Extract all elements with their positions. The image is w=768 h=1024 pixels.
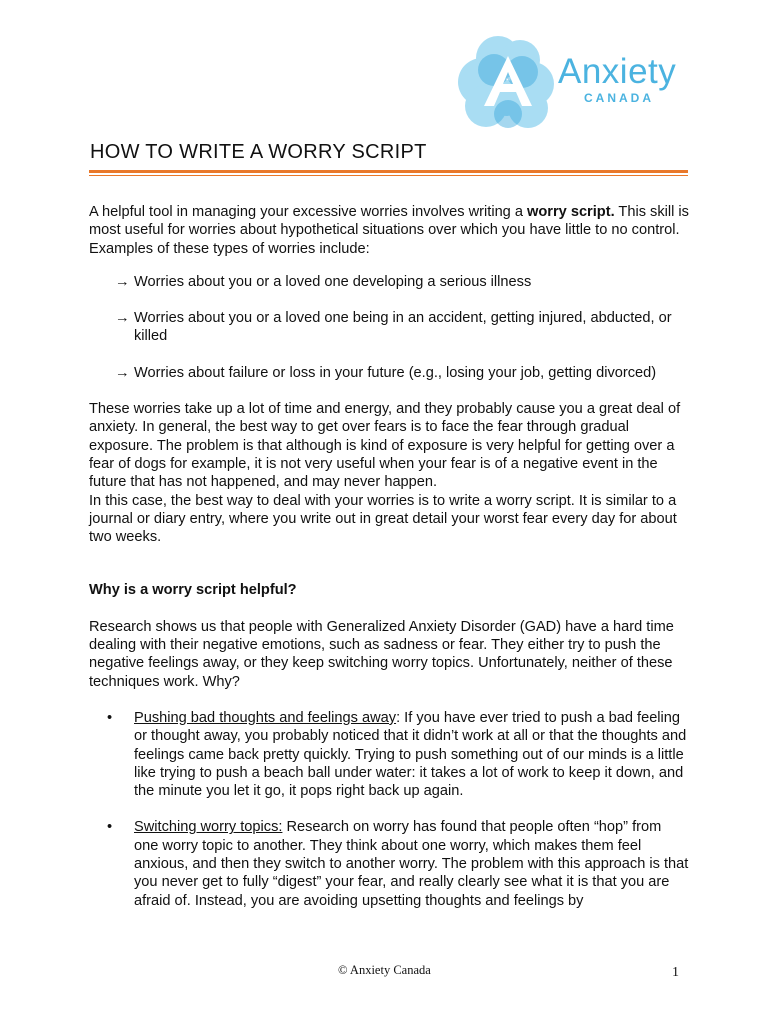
bullet-lead: Pushing bad thoughts and feelings away [134,709,397,726]
arrow-icon: → [115,310,130,327]
intro-text-cont: This skill is most useful for worries about hypothetical situations over which you have little to no control. Examples of these types of worries include: [89,204,689,257]
bullet-text: : If you have ever tried to push a bad feeling or thought away, you probably noticed that it didn’t work at all or that the thoughts and feelings came back pretty quickly. Trying to push something out of our minds is a little like trying to push a beach ball under water: it takes a lot of work to keep it down, and the minute you let it go, it pops right back up again. [134,709,687,800]
arrow-icon: → [115,273,130,290]
arrow-icon: → [115,364,130,381]
example-item [89,364,689,382]
bullet-lead: Switching worry topics: [134,819,283,836]
logo-subtitle: CANADA [584,91,654,105]
intro-bold-term: worry script. [527,204,615,220]
bullet-text: Research on worry has found that people often “hop” from one worry topic to another. They think about one worry, which makes them feel anxious, and then they switch to another worry. The problem with this approach is that you never get to fully “digest” your fear, and really clearly see what it is that you are afraid of. Instead, you are avoiding upsetting thoughts and feelings by [134,819,689,909]
bullet-icon: • [107,709,113,726]
example-text: Worries about failure or loss in your future (e.g., losing your job, getting divorced) [134,364,657,381]
bullet-icon: • [107,819,113,836]
document-body [89,203,689,928]
example-item [89,309,689,346]
footer-copyright: © Anxiety Canada [338,963,431,977]
example-text: Worries about you or a loved one being in an accident, getting injured, abducted, or killed [134,310,672,345]
section-heading: Why is a worry script helpful? [89,582,297,599]
list-item [89,709,689,800]
logo-wordmark: Anxiety [558,52,677,91]
bullet-list [89,709,689,910]
intro-paragraph [89,203,689,258]
body-paragraph: These worries take up a lot of time and energy, and they probably cause you a great deal of anxiety. In general, the best way to get over fears is to face the fear through gradual exposure. The problem is that although is kind of exposure is very helpful for getting over a fear of dogs for example, it is not very useful when your fear is of a negative event in the future that has not happened, and may never happen. [89,401,681,491]
example-item [89,273,689,291]
title-rule-thin [89,175,688,176]
page-title: HOW TO WRITE A WORRY SCRIPT [90,141,427,163]
title-rule-thick [89,170,688,173]
body-paragraph: In this case, the best way to deal with your worries is to write a worry script. It is similar to a journal or diary entry, where you write out in great detail your worst fear every day for about two weeks. [89,492,677,546]
list-item [89,818,689,909]
page-number: 1 [672,965,679,980]
intro-text: A helpful tool in managing your excessive worries involves writing a [89,204,528,220]
example-text: Worries about you or a loved one developing a serious illness [134,273,532,290]
body-paragraph: Research shows us that people with Generalized Anxiety Disorder (GAD) have a hard time dealing with their negative emotions, such as sadness or fear. They either try to push the negative feelings away, or they keep switching worry topics. Unfortunately, neither of these techniques work. Why? [89,618,674,690]
